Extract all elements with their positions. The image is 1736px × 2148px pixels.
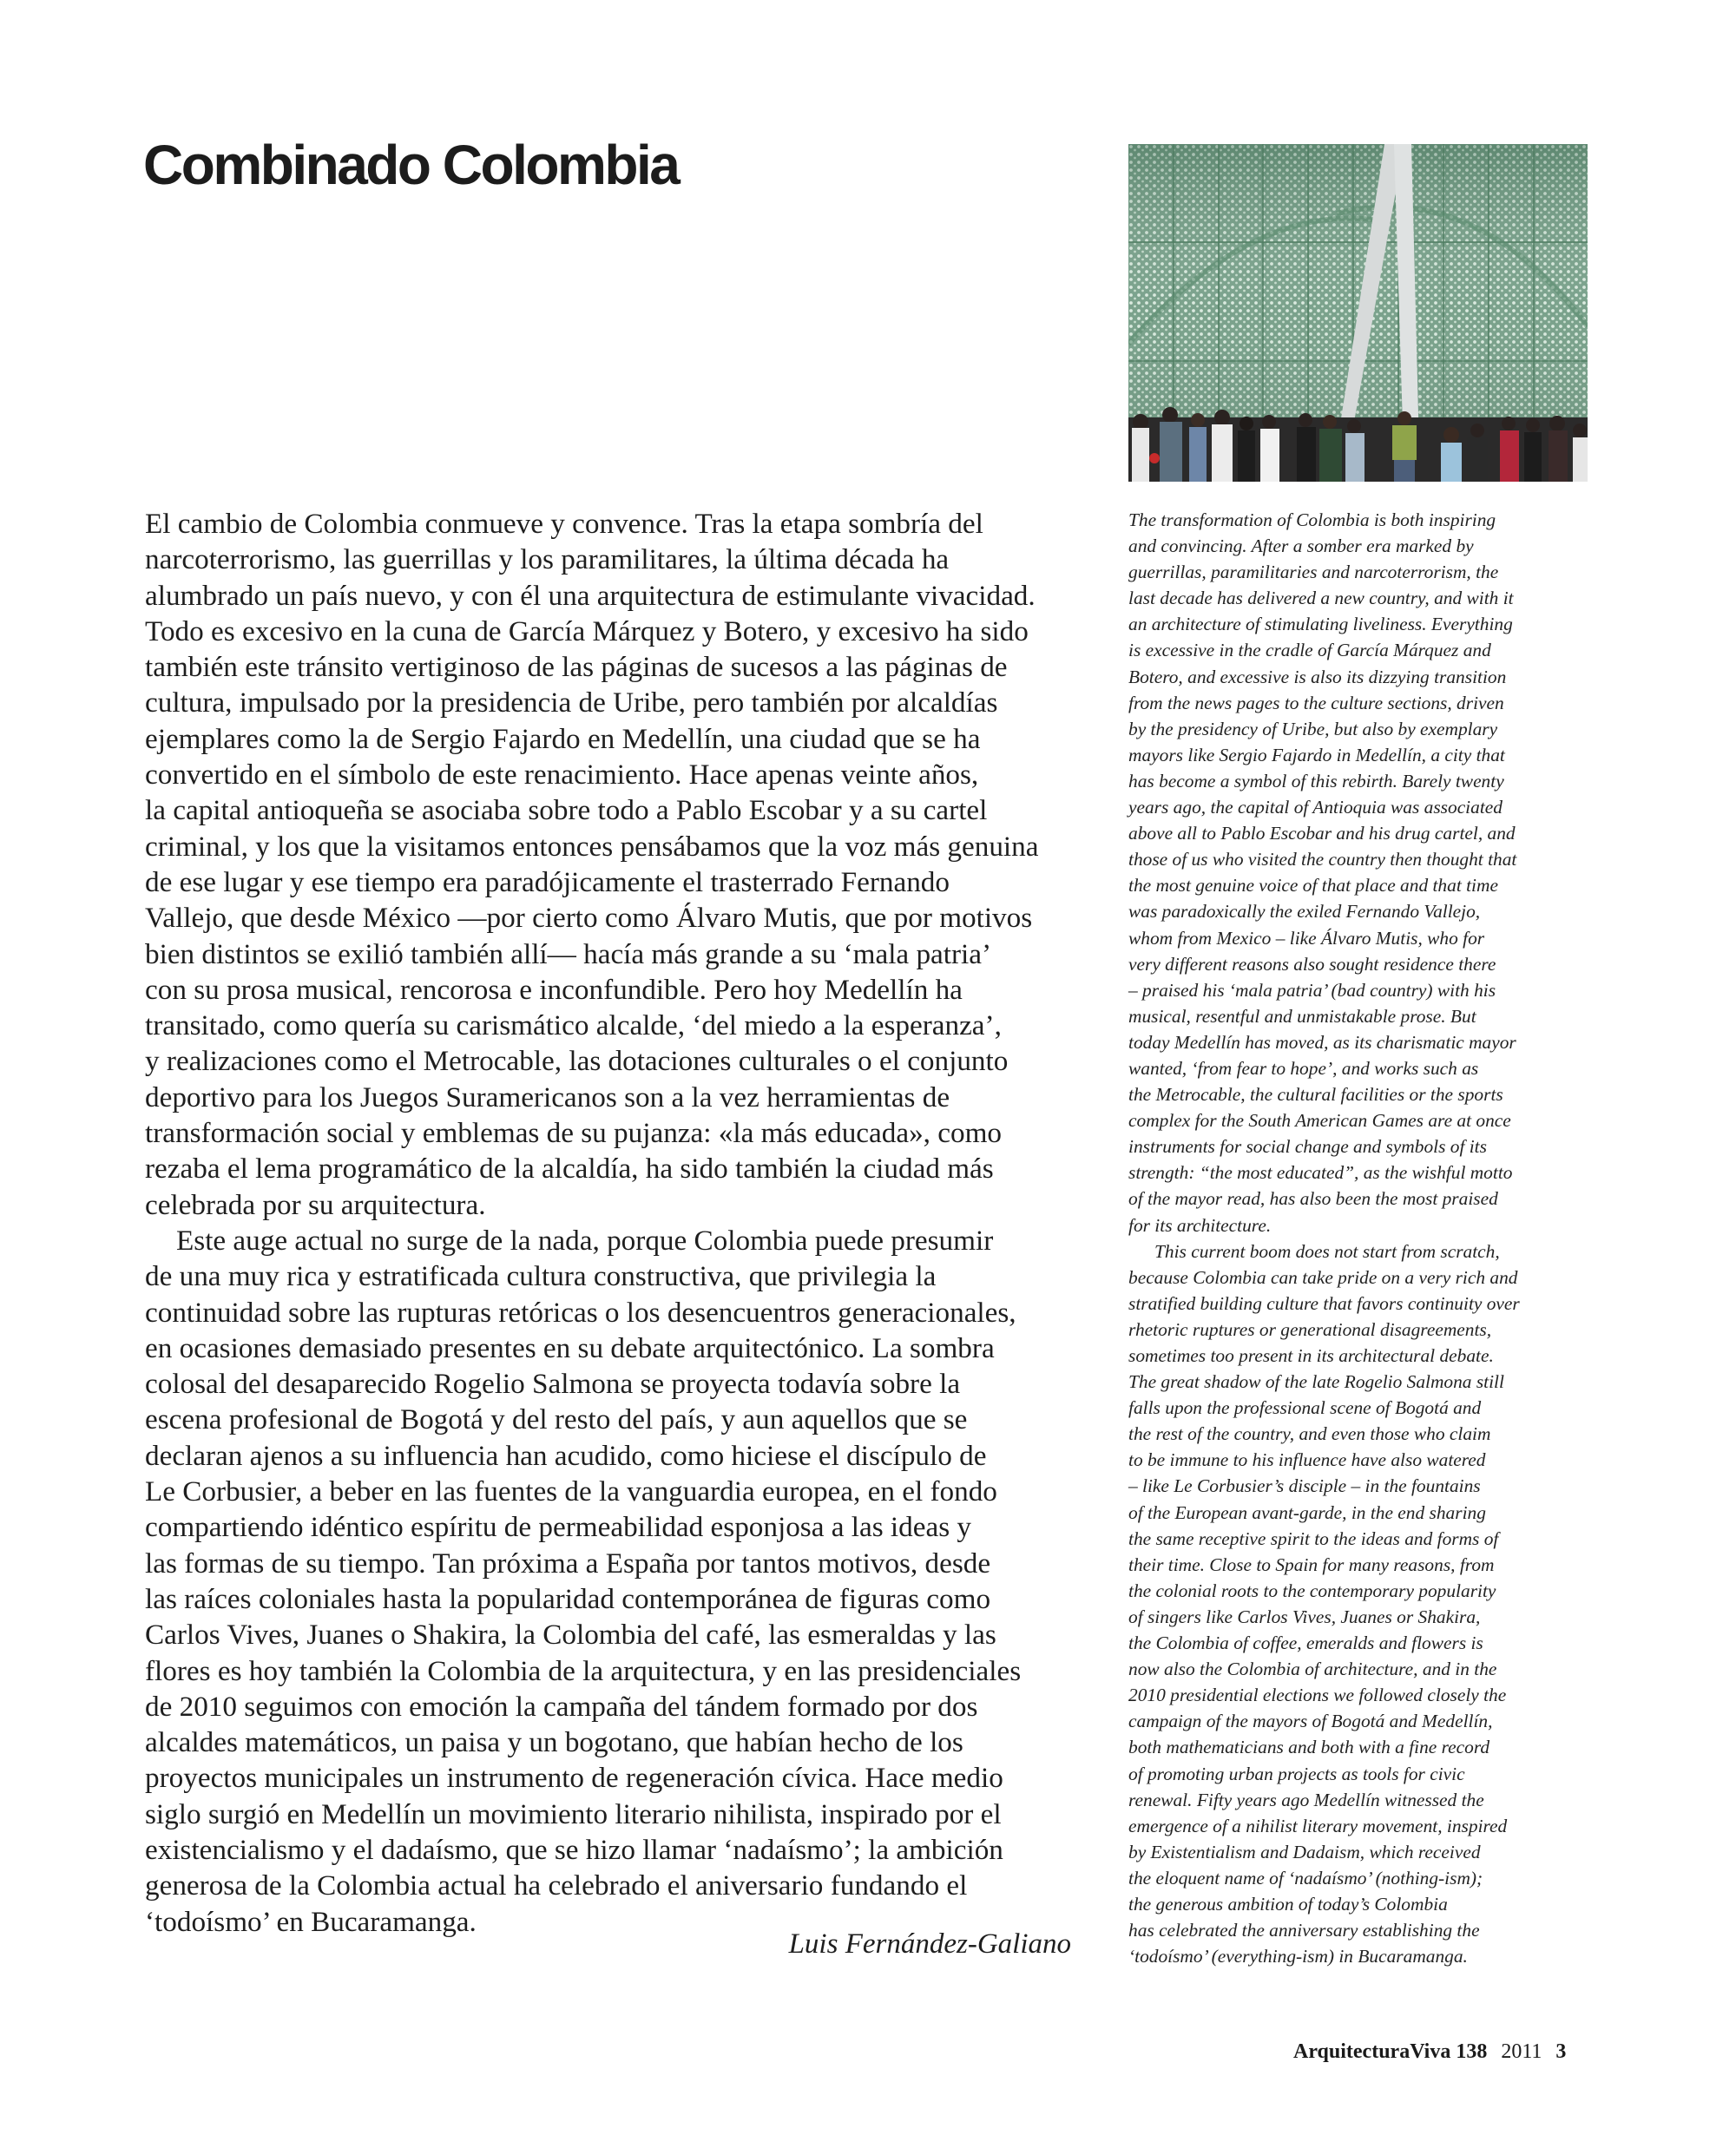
body-line: El cambio de Colombia conmueve y convence. Tras la etapa sombría del [145, 508, 983, 540]
body-line: las formas de su tiempo. Tan próxima a España por tantos motivos, desde [145, 1547, 991, 1580]
translation-line: guerrillas, paramilitaries and narcoterrorism, the [1128, 562, 1499, 583]
body-line: compartiendo idéntico espíritu de permeabilidad esponjosa a las ideas y [145, 1511, 972, 1544]
body-line: flores es hoy también la Colombia de la arquitectura, y en las presidenciales [145, 1654, 1022, 1687]
translation-line: of the European avant-garde, in the end sharing [1128, 1501, 1486, 1523]
translation-line: the most genuine voice of that place and that time [1128, 875, 1498, 897]
translation-line: was paradoxically the exiled Fernando Vallejo, [1128, 901, 1481, 923]
translation-line: of the mayor read, has also been the most praised [1128, 1188, 1498, 1210]
translation-line: years ago, the capital of Antioquia was associated [1128, 797, 1503, 818]
page-title: Combinado Colombia [143, 134, 679, 196]
translation-line: wanted, ‘from fear to hope’, and works such as [1128, 1057, 1479, 1079]
body-line: transformación social y emblemas de su pujanza: «la más educada», como [145, 1117, 1002, 1150]
translation-line: campaign of the mayors of Bogotá and Medellín, [1128, 1711, 1493, 1732]
author-byline: Luis Fernández-Galiano [788, 1928, 1071, 1960]
body-line: con su prosa musical, rencorosa e inconfundible. Pero hoy Medellín ha [145, 973, 963, 1006]
translation-line: to be immune to his influence have also watered [1128, 1449, 1486, 1471]
body-line: de ese lugar y ese tiempo era paradójicamente el trasterrado Fernando [145, 865, 950, 898]
translation-line: This current boom does not start from scratch, [1154, 1240, 1500, 1262]
translation-line: of promoting urban projects as tools for civic [1128, 1763, 1465, 1784]
publication-year: 2011 [1501, 2040, 1542, 2063]
body-line: y realizaciones como el Metrocable, las dotaciones culturales o el conjunto [145, 1045, 1009, 1078]
translation-line: The transformation of Colombia is both inspiring [1128, 509, 1496, 530]
page-number: 3 [1555, 2040, 1567, 2063]
magazine-name: ArquitecturaViva [1293, 2040, 1451, 2063]
body-line: escena profesional de Bogotá y del resto del país, y aun aquellos que se [145, 1403, 968, 1436]
body-line: criminal, y los que la visitamos entonces pensábamos que la voz más genuina [145, 830, 1039, 863]
body-line: Este auge actual no surge de la nada, porque Colombia puede presumir [176, 1224, 994, 1257]
translation-line: by the presidency of Uribe, but also by exemplary [1128, 718, 1498, 739]
body-line: las raíces coloniales hasta la popularidad contemporánea de figuras como [145, 1582, 991, 1615]
body-line: la capital antioqueña se asociaba sobre todo a Pablo Escobar y a su cartel [145, 794, 988, 827]
translation-line: emergence of a nihilist literary movement, inspired [1128, 1815, 1508, 1836]
body-line: generosa de la Colombia actual ha celebrado el aniversario fundando el [145, 1869, 968, 1902]
translation-line: of singers like Carlos Vives, Juanes or Shakira, [1128, 1606, 1481, 1627]
translation-line: – praised his ‘mala patria’ (bad country) with his [1128, 979, 1496, 1001]
translation-line: their time. Close to Spain for many reasons, from [1128, 1554, 1495, 1575]
body-line: Le Corbusier, a beber en las fuentes de la vanguardia europea, en el fondo [145, 1475, 997, 1508]
translation-line: sometimes too present in its architectural debate. [1128, 1345, 1494, 1366]
translation-line: stratified building culture that favors continuity over [1128, 1292, 1520, 1314]
body-line: transitado, como quería su carismático alcalde, ‘del miedo a la esperanza’, [145, 1009, 1002, 1042]
body-line: declaran ajenos a su influencia han acudido, como hiciese el discípulo de [145, 1439, 987, 1472]
body-line: Todo es excesivo en la cuna de García Márquez y Botero, y excesivo ha sido [145, 614, 1029, 647]
page-footer [1293, 2040, 1566, 2064]
translation-line: is excessive in the cradle of García Márquez and [1128, 640, 1491, 661]
body-line: Vallejo, que desde México —por cierto como Álvaro Mutis, que por motivos [145, 902, 1033, 935]
body-line: colosal del desaparecido Rogelio Salmona se proyecta todavía sobre la [145, 1368, 961, 1401]
translation-line: because Colombia can take pride on a very rich and [1128, 1266, 1518, 1288]
body-line: deportivo para los Juegos Suramericanos son a la vez herramientas de [145, 1081, 950, 1113]
body-line: narcoterrorismo, las guerrillas y los paramilitares, la última década ha [145, 543, 950, 576]
translation-line: an architecture of stimulating liveliness. Everything [1128, 614, 1513, 635]
translation-line: ‘todoísmo’ (everything-ism) in Bucaramanga. [1128, 1946, 1468, 1967]
body-line: bien distintos se exilió también allí— hacía más grande a su ‘mala patria’ [145, 937, 992, 970]
body-line: ‘todoísmo’ en Bucaramanga. [145, 1905, 477, 1938]
translation-line: has celebrated the anniversary establishing the [1128, 1920, 1480, 1941]
body-line: proyectos municipales un instrumento de regeneración cívica. Hace medio [145, 1762, 1003, 1795]
translation-line: instruments for social change and symbols of its [1128, 1136, 1487, 1158]
body-line: celebrada por su arquitectura. [145, 1188, 486, 1221]
translation-line: from the news pages to the culture sections, driven [1128, 692, 1504, 713]
translation-line: the eloquent name of ‘nadaísmo’ (nothing-ism); [1128, 1867, 1483, 1889]
perforated-facade-image [1128, 144, 1588, 482]
translation-line: the Colombia of coffee, emeralds and flowers is [1128, 1632, 1483, 1654]
english-translation-column [1128, 507, 1614, 1969]
translation-line: last decade has delivered a new country, and with it [1128, 588, 1514, 609]
translation-line: now also the Colombia of architecture, and in the [1128, 1659, 1497, 1680]
translation-line: both mathematicians and both with a fine record [1128, 1737, 1490, 1758]
translation-line: above all to Pablo Escobar and his drug cartel, and [1128, 823, 1516, 844]
body-line: convertido en el símbolo de este renacimiento. Hace apenas veinte años, [145, 759, 979, 792]
issue-number: 138 [1456, 2040, 1488, 2063]
translation-line: rhetoric ruptures or generational disagreements, [1128, 1318, 1492, 1340]
translation-line: complex for the South American Games are at once [1128, 1110, 1511, 1132]
body-line: existencialismo y el dadaísmo, que se hizo llamar ‘nadaísmo’; la ambición [145, 1833, 1003, 1866]
article-photo [1128, 144, 1588, 482]
translation-line: those of us who visited the country then thought that [1128, 849, 1517, 870]
translation-line: the Metrocable, the cultural facilities or the sports [1128, 1084, 1503, 1106]
translation-line: falls upon the professional scene of Bogotá and [1128, 1397, 1482, 1419]
body-line: alcaldes matemáticos, un paisa y un bogotano, que habían hecho de los [145, 1726, 963, 1759]
body-line: en ocasiones demasiado presentes en su debate arquitectónico. La sombra [145, 1331, 995, 1364]
translation-line: – like Le Corbusier’s disciple – in the fountains [1128, 1475, 1481, 1497]
translation-line: very different reasons also sought residence there [1128, 953, 1496, 975]
translation-line: for its architecture. [1128, 1214, 1272, 1236]
body-line: continuidad sobre las rupturas retóricas o los desencuentros generacionales, [145, 1296, 1016, 1329]
translation-line: musical, resentful and unmistakable prose. But [1128, 1005, 1476, 1027]
translation-line: Botero, and excessive is also its dizzying transition [1128, 666, 1507, 687]
body-line: Carlos Vives, Juanes o Shakira, la Colombia del café, las esmeraldas y las [145, 1619, 996, 1652]
translation-line: the rest of the country, and even those who claim [1128, 1423, 1491, 1445]
translation-line: The great shadow of the late Rogelio Salmona still [1128, 1371, 1504, 1393]
translation-line: the colonial roots to the contemporary popularity [1128, 1580, 1496, 1601]
body-line: cultura, impulsado por la presidencia de Uribe, pero también por alcaldías [145, 686, 998, 719]
translation-line: mayors like Sergio Fajardo in Medellín, a city that [1128, 744, 1505, 765]
body-line: también este tránsito vertiginoso de las páginas de sucesos a las páginas de [145, 651, 1008, 684]
translation-line: today Medellín has moved, as its charismatic mayor [1128, 1031, 1516, 1053]
body-line: alumbrado un país nuevo, y con él una arquitectura de estimulante vivacidad. [145, 579, 1036, 612]
translation-line: the generous ambition of today’s Colombia [1128, 1893, 1448, 1915]
spanish-text-column [145, 506, 1100, 1940]
body-line: ejemplares como la de Sergio Fajardo en Medellín, una ciudad que se ha [145, 722, 981, 755]
translation-line: and convincing. After a somber era marked by [1128, 535, 1474, 557]
body-line: siglo surgió en Medellín un movimiento literario nihilista, inspirado por el [145, 1797, 1002, 1830]
translation-line: strength: “the most educated”, as the wishful motto [1128, 1162, 1513, 1184]
translation-line: whom from Mexico – like Álvaro Mutis, who for [1128, 927, 1485, 949]
translation-line: has become a symbol of this rebirth. Barely twenty [1128, 770, 1504, 792]
translation-line: 2010 presidential elections we followed closely the [1128, 1685, 1507, 1706]
translation-line: by Existentialism and Dadaism, which received [1128, 1841, 1481, 1862]
body-line: rezaba el lema programático de la alcaldía, ha sido también la ciudad más [145, 1153, 994, 1186]
body-line: de 2010 seguimos con emoción la campaña del tándem formado por dos [145, 1690, 978, 1723]
translation-line: renewal. Fifty years ago Medellín witnessed the [1128, 1789, 1484, 1810]
body-line: de una muy rica y estratificada cultura constructiva, que privilegia la [145, 1260, 937, 1293]
translation-line: the same receptive spirit to the ideas and forms of [1128, 1527, 1499, 1549]
